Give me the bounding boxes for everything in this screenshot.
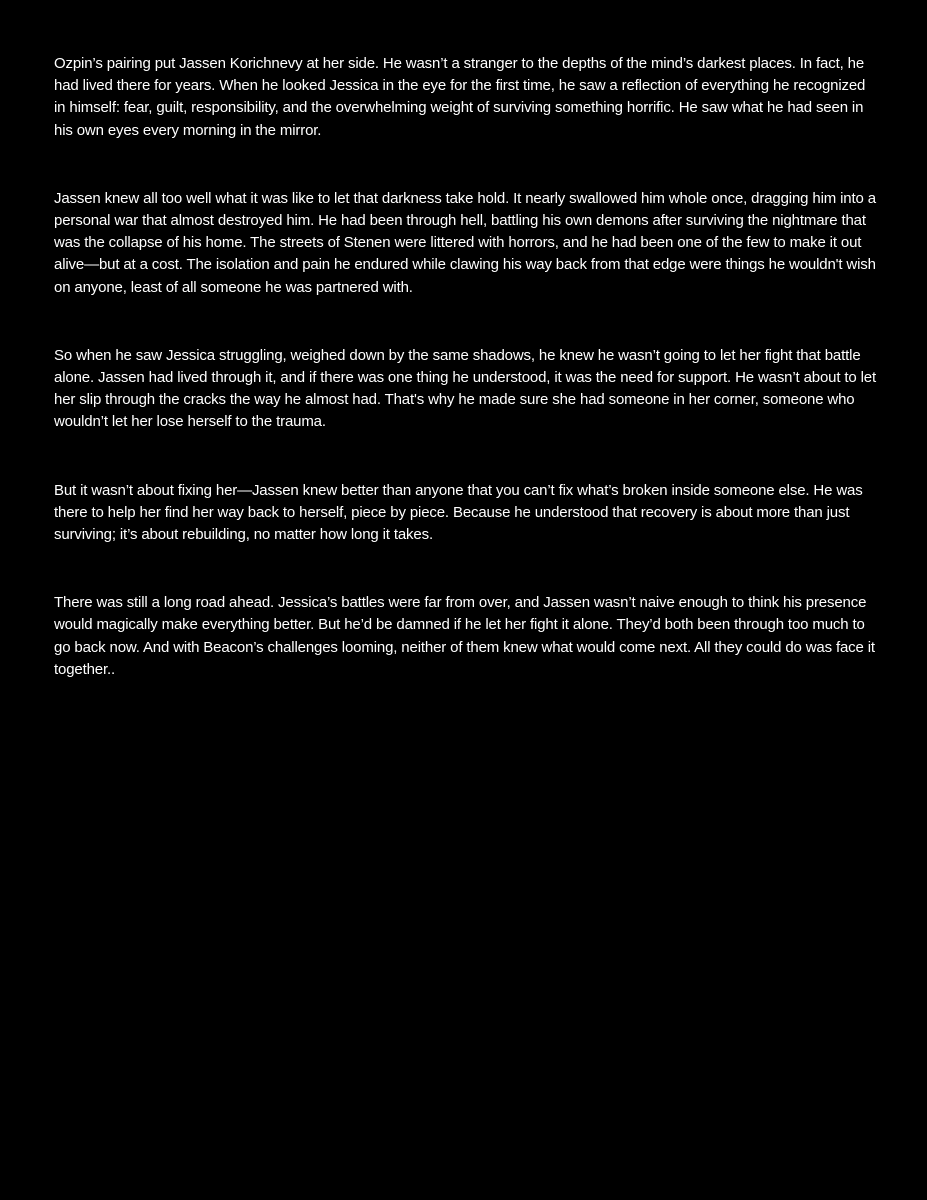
paragraph-1: Ozpin’s pairing put Jassen Korichnevy at her side. He wasn’t a stranger to the depths of the mind’s darkest places. In fact, he had lived there for years. When he looked Jessica in the eye for the first time, he saw a reflection of everything he recognized in himself: fear, guilt, responsibility, and the overwhelming weight of surviving something horrific. He saw what he had seen in his own eyes every morning in the mirror. [54, 55, 866, 139]
paragraph-3: So when he saw Jessica struggling, weighed down by the same shadows, he knew he wasn’t going to let her fight that battle alone. Jassen had lived through it, and if there was one thing he understood, it was the need for support. He wasn’t about to let her slip through the cracks the way he almost had. That's why he made sure she had someone in her corner, someone who wouldn’t let her lose herself to the trauma. [54, 346, 877, 431]
paragraph-4: But it wasn’t about fixing her—Jassen knew better than anyone that you can’t fix what’s broken inside someone else. He was there to help her find her way back to herself, piece by piece. Because he understood that recovery is about more than just surviving; it’s about rebuilding, no matter how long it takes. [54, 481, 863, 544]
paragraph-5: There was still a long road ahead. Jessica’s battles were far from over, and Jassen wasn’t naive enough to think his presence would magically make everything better. But he’d be damned if he let her fight it alone. They’d both been through too much to go back now. And with Beacon’s challenges looming, neither of them knew what would come next. All they could do was face it together.. [54, 594, 875, 678]
paragraph-2: Jassen knew all too well what it was like to let that darkness take hold. It nearly swallowed him whole once, dragging him into a personal war that almost destroyed him. He had been through hell, battling his own demons after surviving the nightmare that was the collapse of his home. The streets of Stenen were littered with horrors, and he had been one of the few to make it out alive—but at a cost. The isolation and pain he endured while clawing his way back from that edge were things he wouldn't wish on anyone, least of all someone he was partnered with. [54, 189, 876, 296]
